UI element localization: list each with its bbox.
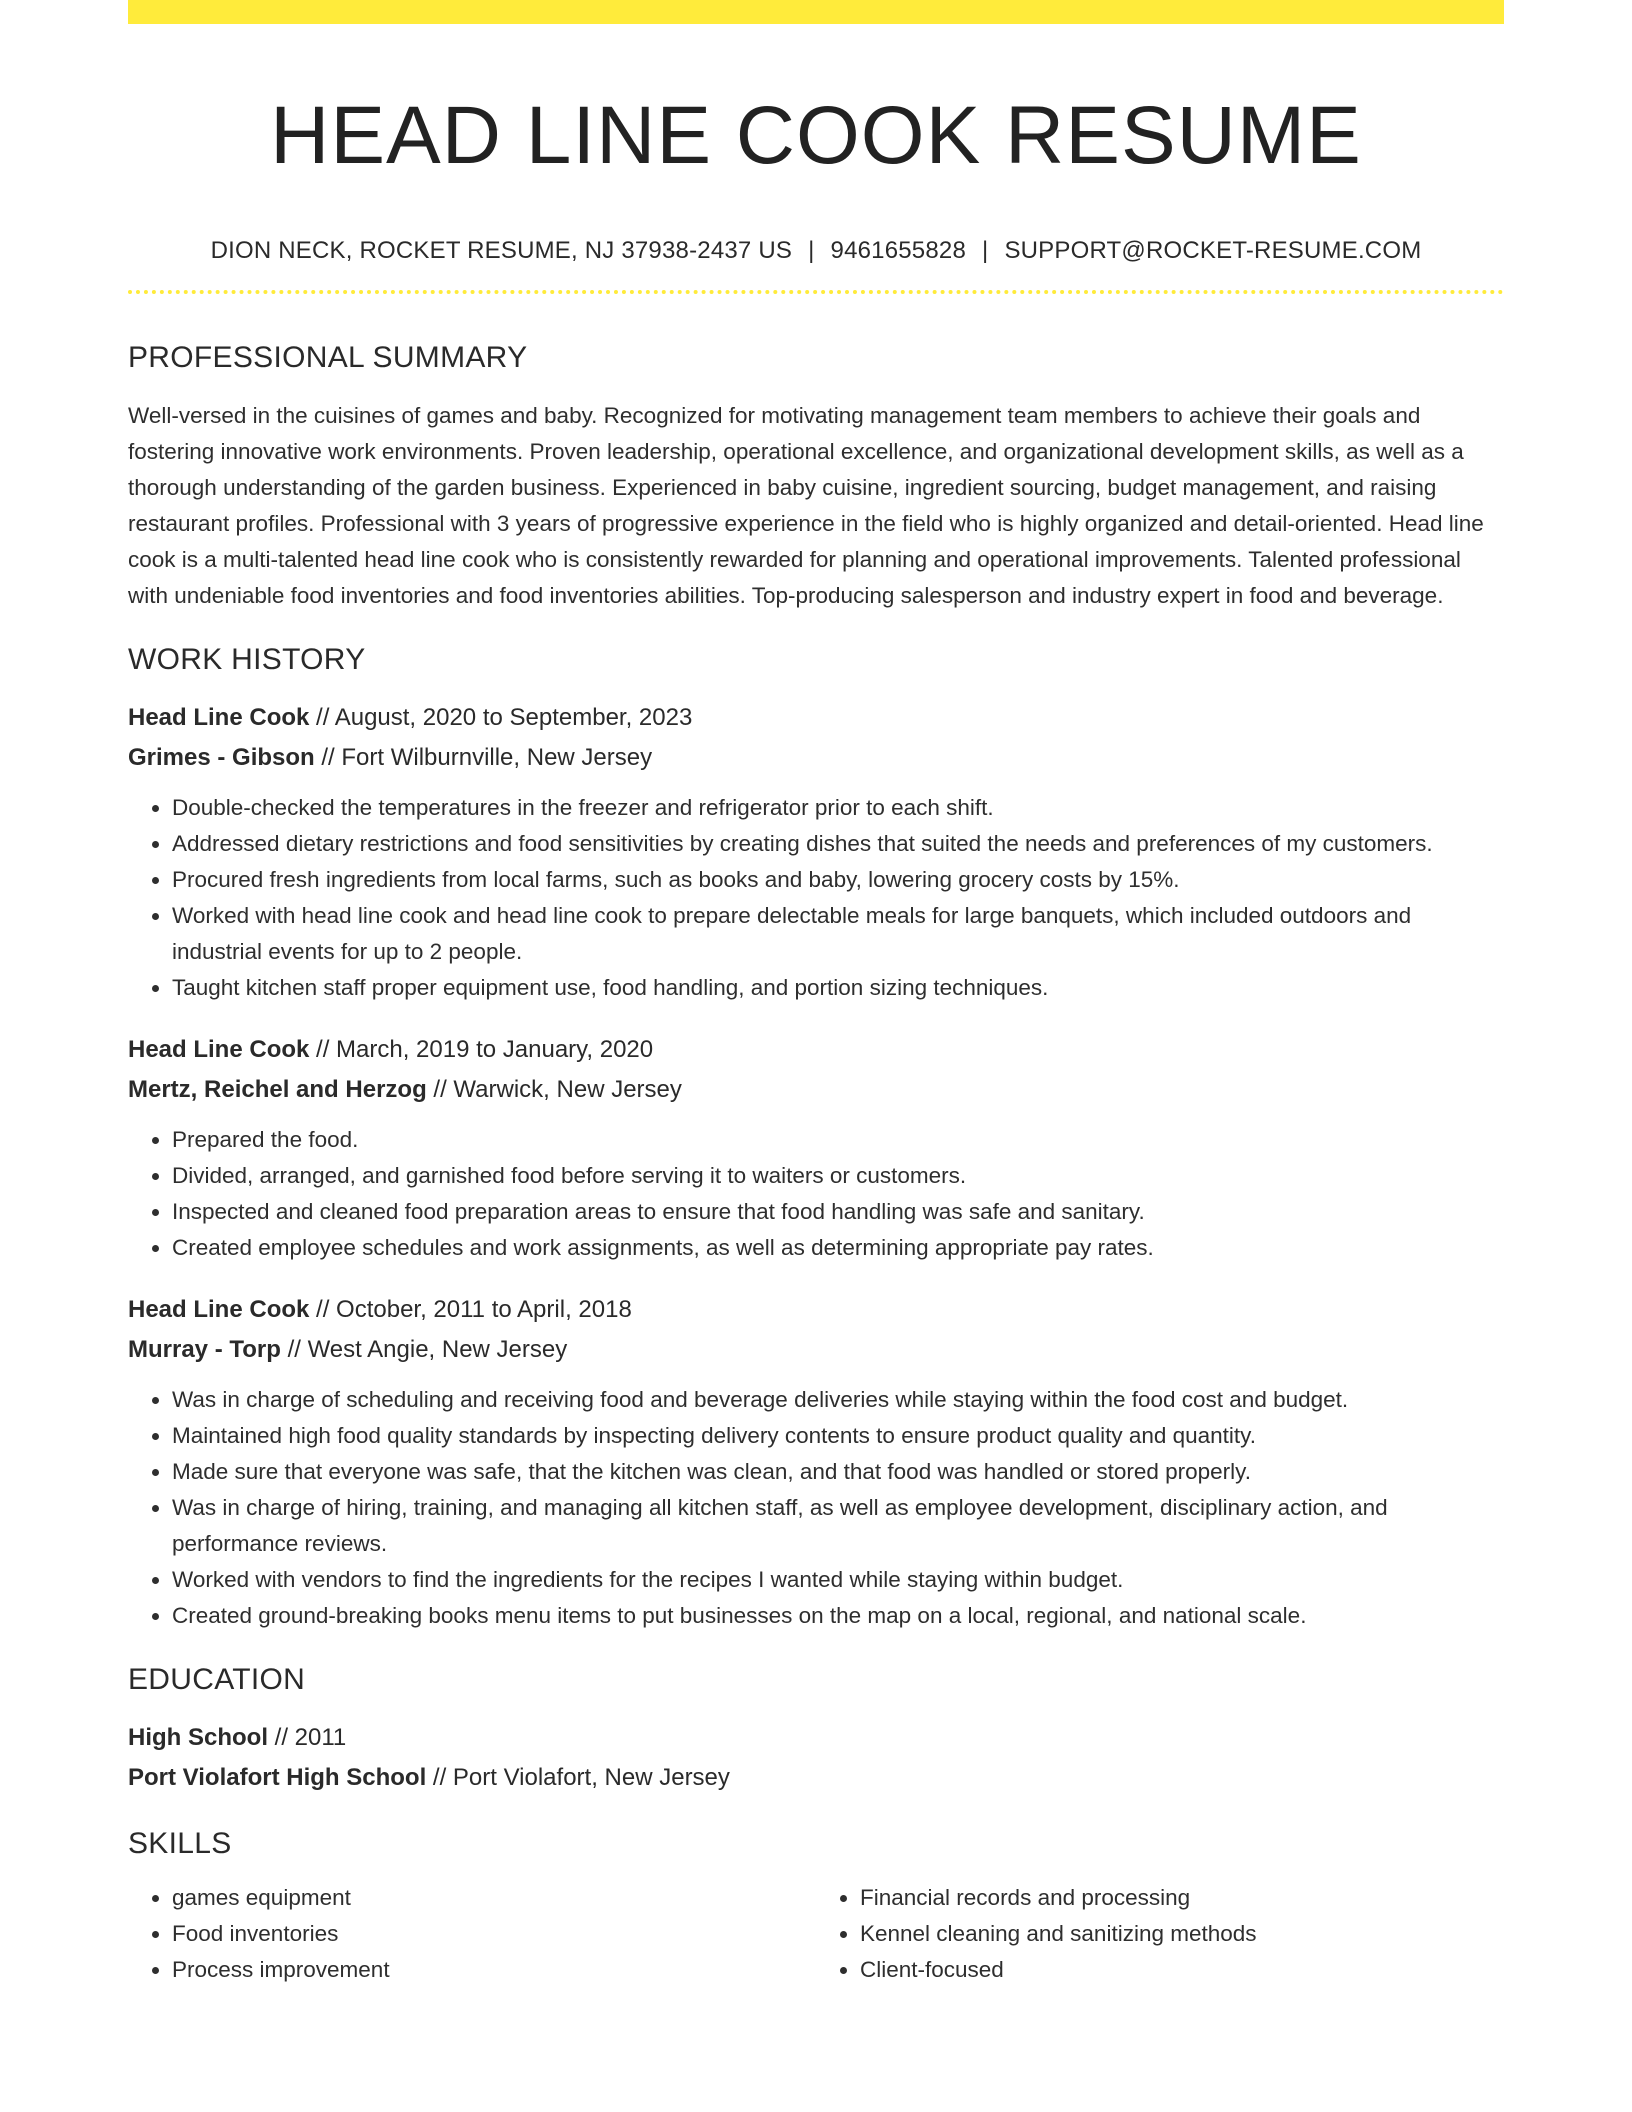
list-item: • Inspected and cleaned food preparation areas to ensure that food handling was safe and sanitary. — [172, 1194, 1504, 1230]
list-item: • Financial records and processing — [860, 1880, 1504, 1916]
list-item: • Double-checked the temperatures in the freezer and refrigerator prior to each shift. — [172, 790, 1504, 826]
top-accent-bar — [128, 0, 1504, 24]
list-item: • Process improvement — [172, 1952, 816, 1988]
job-company-line — [128, 738, 1504, 778]
work-history-heading: WORK HISTORY — [128, 643, 366, 676]
education-year: // 2011 — [268, 1724, 347, 1751]
contact-address: DION NECK, ROCKET RESUME, NJ 37938-2437 US — [210, 237, 793, 264]
list-item: • Divided, arranged, and garnished food before serving it to waiters or customers. — [172, 1158, 1504, 1194]
list-item: • Worked with vendors to find the ingredients for the recipes I wanted while staying within budget. — [172, 1562, 1504, 1598]
contact-phone: 9461655828 — [830, 237, 966, 264]
contact-separator: | — [808, 237, 815, 264]
job-dates: // August, 2020 to September, 2023 — [309, 704, 693, 731]
list-item: • Taught kitchen staff proper equipment use, food handling, and portion sizing techniques. — [172, 970, 1504, 1006]
skills-right-list — [816, 1880, 1504, 1988]
job-location: // Fort Wilburnville, New Jersey — [314, 744, 653, 771]
list-item: • Prepared the food. — [172, 1122, 1504, 1158]
dotted-divider — [128, 290, 1504, 294]
job-location: // Warwick, New Jersey — [426, 1076, 682, 1103]
list-item: • Client-focused — [860, 1952, 1504, 1988]
education-degree: High School — [128, 1724, 268, 1751]
job-dates: // March, 2019 to January, 2020 — [309, 1036, 654, 1063]
job-bullets — [128, 1122, 1504, 1266]
list-item: • Made sure that everyone was safe, that the kitchen was clean, and that food was handled or stored properly. — [172, 1454, 1504, 1490]
contact-email: SUPPORT@ROCKET-RESUME.COM — [1004, 237, 1422, 264]
job-title-line — [128, 1030, 1504, 1070]
job-title: Head Line Cook — [128, 1036, 310, 1063]
list-item: • Maintained high food quality standards by inspecting delivery contents to ensure product quality and quantity. — [172, 1418, 1504, 1454]
job-dates: // October, 2011 to April, 2018 — [309, 1296, 632, 1323]
job-title: Head Line Cook — [128, 704, 310, 731]
job-bullets — [128, 790, 1504, 1006]
job-company-line — [128, 1330, 1504, 1370]
education-school-line — [128, 1758, 1504, 1798]
education-heading: EDUCATION — [128, 1663, 306, 1696]
list-item: • Created ground-breaking books menu items to put businesses on the map on a local, regional, and national scale. — [172, 1598, 1504, 1634]
contact-line — [128, 236, 1504, 266]
resume-title: HEAD LINE COOK RESUME — [270, 90, 1362, 181]
list-item: • Was in charge of hiring, training, and managing all kitchen staff, as well as employee development, disciplinary action, and performance reviews. — [172, 1490, 1504, 1562]
list-item: • Was in charge of scheduling and receiving food and beverage deliveries while staying within the food cost and budget. — [172, 1382, 1504, 1418]
skills-left-list — [128, 1880, 816, 1988]
list-item: • Food inventories — [172, 1916, 816, 1952]
job-title-line — [128, 698, 1504, 738]
job-company: Grimes - Gibson — [128, 744, 315, 771]
list-item: • Procured fresh ingredients from local farms, such as books and baby, lowering grocery costs by 15%. — [172, 862, 1504, 898]
list-item: • Addressed dietary restrictions and food sensitivities by creating dishes that suited the needs and preferences of my customers. — [172, 826, 1504, 862]
job-entry — [128, 698, 1504, 1006]
job-entry — [128, 1030, 1504, 1266]
contact-separator: | — [982, 237, 989, 264]
job-entry — [128, 1290, 1504, 1634]
summary-heading: PROFESSIONAL SUMMARY — [128, 341, 528, 374]
list-item: • Created employee schedules and work assignments, as well as determining appropriate pay rates. — [172, 1230, 1504, 1266]
job-company-line — [128, 1070, 1504, 1110]
resume-page — [128, 0, 1504, 1988]
summary-text: Well-versed in the cuisines of games and baby. Recognized for motivating management team members to achieve their goals and fostering innovative work environments. Proven leadership, operational excellence, and organizational development skills, as well as a thorough understanding of the garden business. Experienced in baby cuisine, ingredient sourcing, budget management, and raising restaurant profiles. Professional with 3 years of progressive experience in the field who is highly organized and detail-oriented. Head line cook is a multi-talented head line cook who is consistently rewarded for planning and operational improvements. Talented professional with undeniable food inventories and food inventories abilities. Top-producing salesperson and industry expert in food and beverage. — [128, 403, 1484, 608]
job-location: // West Angie, New Jersey — [280, 1336, 568, 1363]
job-title: Head Line Cook — [128, 1296, 310, 1323]
education-school: Port Violafort High School — [128, 1764, 427, 1791]
job-company: Murray - Torp — [128, 1336, 281, 1363]
education-location: // Port Violafort, New Jersey — [426, 1764, 730, 1791]
list-item: • Worked with head line cook and head line cook to prepare delectable meals for large banquets, which included outdoors and industrial events for up to 2 people. — [172, 898, 1504, 970]
education-entry — [128, 1718, 1504, 1798]
education-degree-line — [128, 1718, 1504, 1758]
skills-heading: SKILLS — [128, 1827, 232, 1860]
list-item: • games equipment — [172, 1880, 816, 1916]
list-item: • Kennel cleaning and sanitizing methods — [860, 1916, 1504, 1952]
job-title-line — [128, 1290, 1504, 1330]
job-company: Mertz, Reichel and Herzog — [128, 1076, 427, 1103]
skills-columns — [128, 1880, 1504, 1988]
job-bullets — [128, 1382, 1504, 1634]
